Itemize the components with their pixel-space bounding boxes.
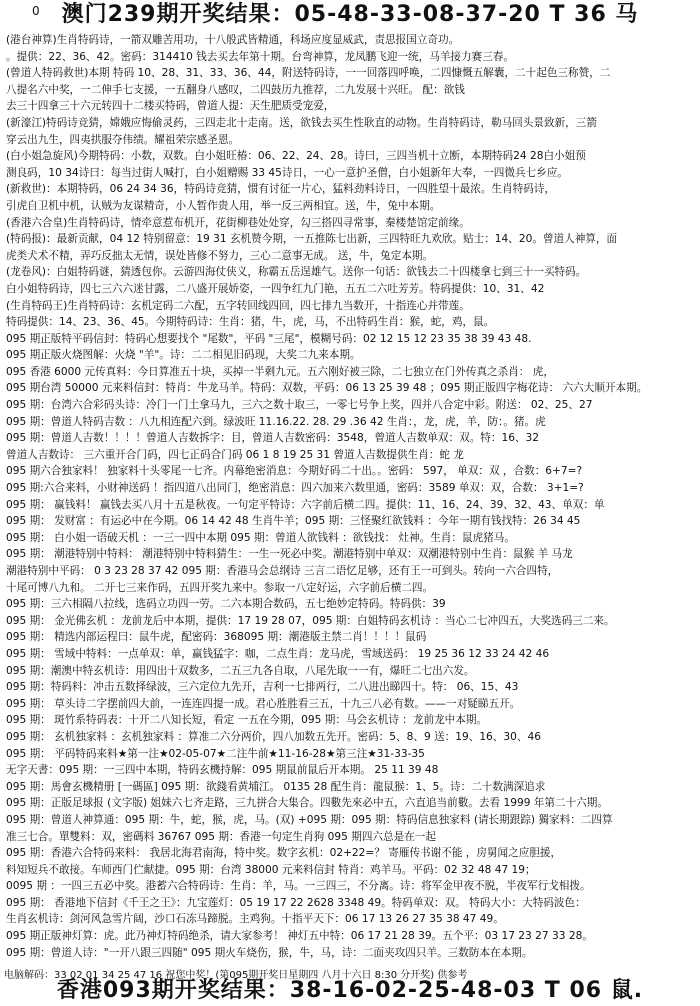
text-line: 095 期：台湾六合彩码头诗：冷门一门土拿马九，三六之数十取三，一零七号争上奖，四并八合定中彩。附送： 02、25、27 — [6, 399, 593, 412]
text-line: 095 期：正版足球报 (文字版) 姐妹六七齐走路，三九拼合大集合。四數先來必中五，六直追当前數。去看 1999 年第二十六期。 — [6, 797, 608, 810]
text-line: 095 期：特码料：冲击五数择绿波，三六定位九先开，吉利一七排两行，二八进出睇四十。特： 06、15、43 — [6, 681, 519, 694]
hongkong-result-footer: 香港093期开奖结果：38-16-02-25-48-03 T 06 鼠. — [56, 978, 644, 1003]
text-line: 095 期正版特平码信封：特码心想要找个 "尾数"，平码 "三尾"，模糊号码：02 12 15 12 23 35 38 39 43 48. — [6, 332, 532, 345]
text-line: 095 期：曾道人诗："一开八跟三四随" 095 期火车烧伤，猴，牛，马，诗：二面夹攻四只羊。三数防本在本期。 — [6, 946, 533, 959]
computer-decode-line: 电脑解码：33 02 01 34 25 47 16 祝您中奖！(第095期开奖日星期四 八月十六日 8:30 分开奖) 供参考 — [4, 970, 468, 981]
document-body — [6, 32, 694, 961]
text-line: 095 期：曾道人特码吉数 ：八九相连配六到。绿波旺 11.16.22. 28. 29 .36 42 生肖：，龙，虎，羊，防：。猪。虎 — [6, 415, 546, 428]
text-line: 095 期： 白小姐一语破天机 ：一三一四中本期 095 期：曾道人欲钱料 ：欲钱找： 灶神。生肖：鼠虎猪马。 — [6, 531, 515, 544]
text-line: 去三十四拿三十六元转四十二楼买特码，曾道人提：天生肥质受宠爱， — [6, 100, 335, 113]
text-line: 095 期： 金光佛玄机 ：龙前龙后中本期，提供：17 19 28 07，095 期：白姐特码玄机诗 ：当心二七冲四五，大奖选码三二来。 — [6, 614, 615, 627]
text-line: 引虎自卫机中机，认贼为友谋精奇，小人暂作贵人用，举一反三两相宜。送，牛，兔中本期。 — [6, 199, 441, 212]
text-line: 095 期:六合来料，小财神送码 ！指四道八出同门，绝密消息：四六加来六数里通，密码：3589 单双：双，合数： 3+1=? — [6, 482, 584, 495]
text-line: 。提供：22、36、42。密码：314410 钱去买去年第十期。台弯神算，龙凤鹏飞迎一统，马羊接力赛三春。 — [6, 50, 514, 63]
text-line: (港台神算)生肖特码诗，一箭双雕苦用功，十八般武皆精通，科场应度显威武，责思报国立奇功。 — [6, 34, 460, 46]
text-line: (曾道人特码救世)本期 特码 10、28、31、33、36、44，附送特码诗，一一回落四呼唤，二四慷慨五解囊，二十起色三称赞，二 — [6, 67, 611, 80]
text-line: 料知短兵不敢接。车师西门伫献捷。095 期：台湾 38000 元来料信封 特肖：鸡羊马。平码：02 32 48 47 19； — [6, 863, 536, 876]
text-line: 0095 期 ：一四三五必中奖。港蓄六合特码诗：生肖：羊，马。一三四三，不分离。诗：将军金甲夜不脱，半夜军行戈相拨。 — [6, 880, 591, 893]
text-line: 095 期： 平码特码来料★第一注★02-05-07★二注牛前★11-16-28★第三注★31-33-35 — [6, 747, 425, 760]
text-line: 095 期： 潮港特别中特料： 潮港特别中特料猜生：一生一死必中奖。潮港特别中单双：双潮港特别中生肖：鼠猴 羊 马龙 — [6, 548, 573, 561]
text-line: 无字天書：095 期：一三四中本期，特码玄機持解：095 期鼠前鼠后开本期。 25 11 39 48 — [6, 764, 439, 777]
text-line: 095 期： 香港地下信封《千王之王》：九宝莲灯：05 19 17 22 2628 3348 49。特码单双：双。 特码大小：大特码波色： — [6, 896, 586, 909]
text-line: 虎类犬术不精，弄巧反拙太无情，误处皆修不努力，三心二意事无成。 送，牛，兔定本期。 — [6, 249, 434, 262]
text-line: (龙卷风)：白姐特码谜，猜透包你。云游四海仗侠义，称霸五岳逞雄气。送你一句话：欲钱去二十四楼拿七到三十一买特码。 — [6, 266, 587, 279]
text-line: 八提名六中奖，一二伸手七支援，一五翻身八感叹，二四鼓历九推荐，二九发展十兴旺。 配：欲钱 — [6, 83, 465, 96]
text-line: 095 期： 玄机独家料 ：玄机独家料 ：算准二六分两价，四八加数五先开。密码：5、8、9 送：19、16、30、46 — [6, 730, 541, 743]
text-line: 095 香港 6000 元传真料：今日算准五十块，买掉一半剩九元。五六刚好被三除，二七独立在门外传真之杀肖： 虎， — [6, 365, 554, 378]
text-line: 准三七合。單雙料：双，密碼料 36767 095 期：香港一句定生肖狗 095 期四六总是在一起 — [6, 830, 436, 843]
text-line: 095 期：三六相隔八拉线，选码立功四一劳。二六本期合数码，五七绝妙定特码。特码供：39 — [6, 598, 446, 611]
text-line: 095 期：曾道人神算通：095 期：牛，蛇，猴，虎，马。(双) +095 期：095 期：特码信息独家料 (请长期跟踪) 獨家料：二四算 — [6, 813, 613, 826]
text-line: 095 期： 雪域中特料：一点单双：单，赢钱猛字：咖，二点生肖：龙马虎，雪域送码： 19 25 36 12 33 24 42 46 — [6, 647, 550, 660]
text-line: 十尾可博八九和。 二开七三来作码，五四开奖九来中。参取一八定好运，六字前后横二四。 — [6, 581, 434, 594]
text-line: 特码提供：14、23、36、45。今期特码诗：生肖：猪，牛，虎，马，不出特码生肖：猴，蛇，鸡，鼠。 — [6, 316, 495, 329]
text-line: 095 期：馬會玄機精册 [一碼區] 095 期：欲錢看黄埔江。 0135 28 配生肖：龍鼠猴：1、5。诗：二十数满深追求 — [6, 780, 546, 793]
text-line: 生肖玄机诗：剑河风急雪片阔，沙口石冻马蹄脱。主鸡狗。十指平天下：06 17 13 26 27 35 38 47 49。 — [6, 913, 504, 926]
macau-result-header: 澳门239期开奖结果：05-48-33-08-37-20 T 36 马 — [61, 2, 639, 27]
text-line: 测良码，10 34诗曰：每当过街人喊打，白小姐赠赐 33 45诗日，一心一意护圣僧，白小姐新年大奉，一四微兵七乡应。 — [6, 166, 568, 179]
text-line: 095 期台湾 50000 元来料信封：特肖：牛龙马羊。特码：双数，平码：06 13 25 39 48 ；095 期正版四字梅花诗： 六六大顺开本期。 — [6, 382, 648, 395]
text-line: (生肖特码王)生肖特码诗：玄机定码二六配，五字转回线四回，四七排九当数开，十指连心并带莲。 — [6, 299, 470, 312]
text-line: 潮港特别中平码： 0 3 23 28 37 42 095 期：香港马会总纲诗 三言二语忆足够，还有王一可到头。转向一六合四特， — [6, 565, 559, 577]
text-line: 白小姐特码诗，四七三六六迷甘露，二八盛开展娇姿，一四争红九门艳，五五二六吐芳芳。特码提供：10、31、42 — [6, 282, 545, 295]
text-line: (新救世)：本期特码，06 24 34 36，特码诗竞猜，惯有讨征一片心，猛料劲料诗日，一四胜望十最浓。生肖特码诗， — [6, 183, 556, 196]
text-line: 095 期： 精选内部运程曰：鼠牛虎，配密码：368095 期：潮港版主禁二肖！！！！鼠码 — [6, 631, 427, 644]
text-line: 095 期： 赢钱料！ 赢钱去买八月十五是秋夜。一句定平特诗：六字前后横二四。提供：11、16、24、39、32、43、单双：单 — [6, 498, 605, 511]
text-line: 095 期六合独家料！ 独家料十头零尾一七齐。内幕绝密消息：今期好码二十出。。密码： 597， 单双：双 ，合数：6+7=? — [6, 465, 583, 478]
text-line: 095 期正版神灯算：虎。此乃神灯特码绝杀，请大家参考！ 神灯五中特：06 17 21 28 39。五个平：03 17 23 27 33 28。 — [6, 930, 593, 943]
text-line: 095 期：曾道人吉数！！！！曾道人吉数拆字：目，曾道人吉数密码：3548，曾道人吉数单双：双。特：16、32 — [6, 432, 540, 445]
page-number: 0 — [32, 4, 40, 18]
text-line: (特码报)：最新贡献，04 12 特别留意：19 31 玄机赞今期，一五推陈七出新，三四特旺九欢欣。贴士：14、20。曾道人神算，面 — [6, 233, 618, 246]
text-line: 曾道人吉数诗： 三六重开合门码，四七正码合门码 06 1 8 19 25 31 曾道人吉数提供生肖：蛇 龙 — [6, 448, 464, 461]
text-line: (香港六合皇)生肖特码诗，情牵意惹布机开，花街柳巷处处穿，勾三搭四寻常事，秦楼楚馆定前缘。 — [6, 216, 470, 229]
text-line: 095 期： 斑竹系特码表：十开二八知长短，看定 一五在今期，095 期：马会玄机诗 ：龙前龙中本期。 — [6, 714, 488, 727]
text-line: (白小姐急旋风)今期特码：小数，双数。白小姐旺椿：06、22、24、28。诗曰，三四当机十立断，本期特码24 28白小姐预 — [6, 150, 586, 163]
text-line: 095 期： 草头诗二字摆前四大前，一连连四提一成。君心胜胜看三五，十九三八必有数。——一对疑睇五开。 — [6, 697, 521, 710]
text-line: 穿云出九生，四夷拱服夺伟绩。耀祖荣宗感圣恩。 — [6, 133, 240, 146]
text-line: 095 期： 发财富 ：有运必中在今期。06 14 42 48 生肖牛羊；095 期：三怪聚红欲钱料 ：今年一期有钱找特：26 34 45 — [6, 515, 581, 528]
text-line: 095 期：香港六合特码来料： 我居北海君南海，特中奖。数字玄机：02+22=？ 寄雁传书谢不能 ，房舅闻之应胆援， — [6, 847, 562, 860]
text-line: 095 期正版火烧图解：火烧 "羊"。诗：二二相见旧码现，大奖二九来本期。 — [6, 349, 361, 362]
text-line: 095 期：潮澳中特玄机诗：用四出十双数多，二五三九各自取，八尾先取一一有，爆旺二七出六发。 — [6, 664, 475, 677]
text-line: (新濠江)特码诗竞猜，嫦娥应悔偷灵药，三四走北十走南。送，欲钱去买生性耿直的动物。生肖特码诗，勒马回头景致新，三箭 — [6, 116, 597, 129]
